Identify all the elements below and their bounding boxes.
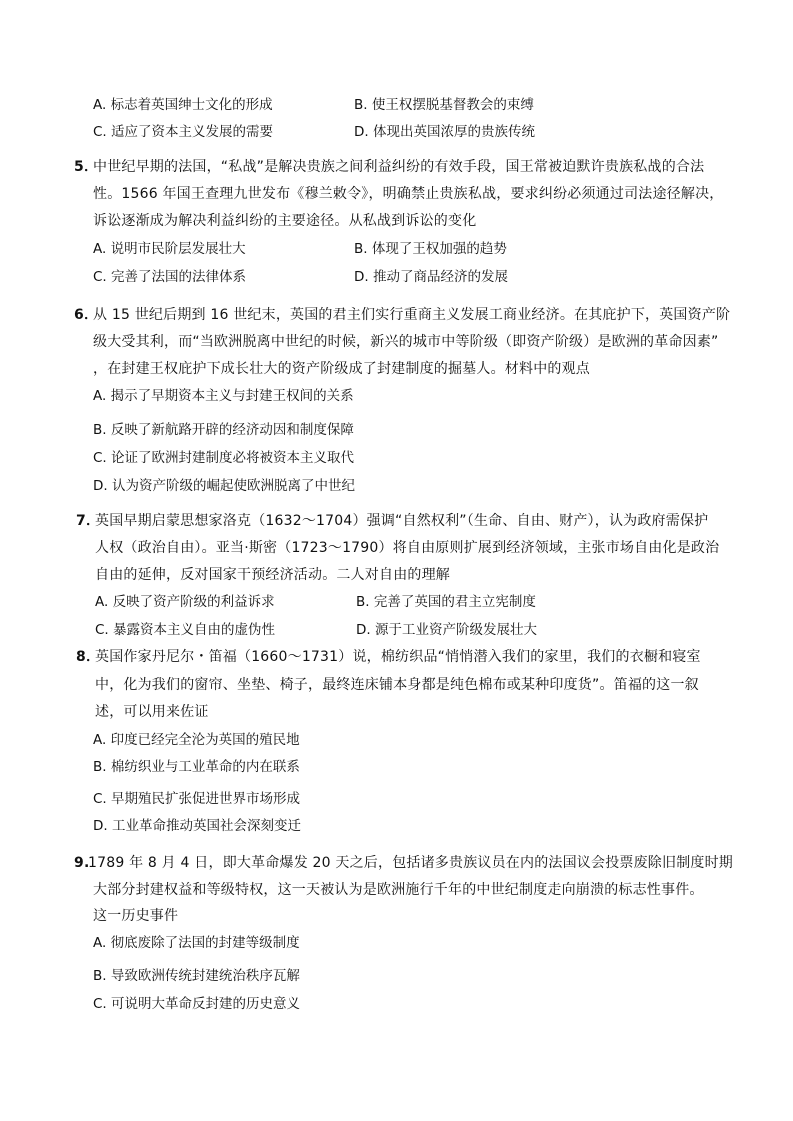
q7-stem-line-1: 英国早期启蒙思想家洛克（1632～1704）强调“自然权利”（生命、自由、财产），认为政府需保护 bbox=[95, 513, 709, 529]
q9-stem-line-3: 这一历史事件 bbox=[93, 908, 179, 924]
q5-option-c: C. 完善了法国的法律体系 bbox=[93, 269, 247, 285]
q8-option-d: D. 工业革命推动英国社会深刻变迁 bbox=[93, 818, 301, 834]
q8-stem-line-1: 英国作家丹尼尔・笛福（1660～1731）说，棉纺织品“悄悄潜入我们的家里，我们的衣橱和寝室 bbox=[95, 649, 701, 665]
q6-option-b: B. 反映了新航路开辟的经济动因和制度保障 bbox=[93, 422, 354, 438]
q9-option-a: A. 彻底废除了法国的封建等级制度 bbox=[93, 935, 300, 951]
q7-option-d: D. 源于工业资产阶级发展壮大 bbox=[356, 622, 537, 638]
q6-option-a: A. 揭示了早期资本主义与封建王权间的关系 bbox=[93, 388, 354, 404]
q5-stem-line-2: 性。1566 年国王查理九世发布《穆兰敕令》，明确禁止贵族私战，要求纠纷必须通过司法途径解决， bbox=[93, 186, 724, 202]
q8-option-a: A. 印度已经完全沦为英国的殖民地 bbox=[93, 732, 300, 748]
q8-option-b: B. 棉纺织业与工业革命的内在联系 bbox=[93, 759, 300, 775]
q9-option-c: C. 可说明大革命反封建的历史意义 bbox=[93, 996, 301, 1012]
q5-option-b: B. 体现了王权加强的趋势 bbox=[354, 241, 507, 257]
q9-number: 9. bbox=[74, 855, 90, 871]
q6-stem-line-3: ，在封建王权庇护下成长壮大的资产阶级成了封建制度的掘墓人。材料中的观点 bbox=[93, 361, 590, 377]
q6-number: 6． bbox=[74, 307, 99, 323]
q4-option-b: B. 使王权摆脱基督教会的束缚 bbox=[354, 97, 534, 113]
q7-option-a: A. 反映了资产阶级的利益诉求 bbox=[95, 594, 275, 610]
q5-option-a: A. 说明市民阶层发展壮大 bbox=[93, 241, 246, 257]
q7-number: 7． bbox=[76, 513, 101, 529]
q6-option-d: D. 认为资产阶级的崛起使欧洲脱离了中世纪 bbox=[93, 478, 355, 494]
q4-option-d: D. 体现出英国浓厚的贵族传统 bbox=[354, 124, 535, 140]
q5-stem-line-1: 中世纪早期的法国，“私战”是解决贵族之间利益纠纷的有效手段，国王常被迫默许贵族私战的合法 bbox=[93, 159, 705, 175]
q7-stem-line-3: 自由的延伸，反对国家干预经济活动。二人对自由的理解 bbox=[95, 567, 450, 583]
q9-stem-line-1: 1789 年 8 月 4 日，即大革命爆发 20 天之后，包括诸多贵族议员在内的法国议会投票废除旧制度时期 bbox=[88, 855, 734, 871]
q6-option-c: C. 论证了欧洲封建制度必将被资本主义取代 bbox=[93, 450, 355, 466]
q8-stem-line-3: 述，可以用来佐证 bbox=[95, 704, 209, 720]
q4-option-c: C. 适应了资本主义发展的需要 bbox=[93, 124, 274, 140]
q5-option-d: D. 推动了商品经济的发展 bbox=[354, 269, 508, 285]
q4-option-a: A. 标志着英国绅士文化的形成 bbox=[93, 97, 273, 113]
q5-stem-line-3: 诉讼逐渐成为解决利益纠纷的主要途径。从私战到诉讼的变化 bbox=[93, 213, 477, 229]
q9-option-b: B. 导致欧洲传统封建统治秩序瓦解 bbox=[93, 968, 300, 984]
q8-stem-line-2: 中，化为我们的窗帘、坐垫、椅子，最终连床铺本身都是纯色棉布或某种印度货”。笛福的这一叙 bbox=[95, 677, 699, 693]
q6-stem-line-1: 从 15 世纪后期到 16 世纪末，英国的君主们实行重商主义发展工商业经济。在其庇护下，英国资产阶 bbox=[93, 307, 731, 323]
q7-option-b: B. 完善了英国的君主立宪制度 bbox=[356, 594, 536, 610]
q6-stem-line-2: 级大受其利，而“当欧洲脱离中世纪的时候，新兴的城市中等阶级（即资产阶级）是欧洲的革命因素” bbox=[93, 334, 719, 350]
q8-option-c: C. 早期殖民扩张促进世界市场形成 bbox=[93, 791, 301, 807]
q9-stem-line-2: 大部分封建权益和等级特权，这一天被认为是欧洲施行千年的中世纪制度走向崩溃的标志性事件。 bbox=[93, 882, 704, 898]
q7-option-c: C. 暴露资本主义自由的虚伪性 bbox=[95, 622, 276, 638]
q7-stem-line-2: 人权（政治自由）。亚当·斯密（1723～1790）将自由原则扩展到经济领域，主张市场自由化是政治 bbox=[95, 540, 720, 556]
q8-number: 8． bbox=[76, 649, 101, 665]
q5-number: 5． bbox=[74, 159, 99, 175]
